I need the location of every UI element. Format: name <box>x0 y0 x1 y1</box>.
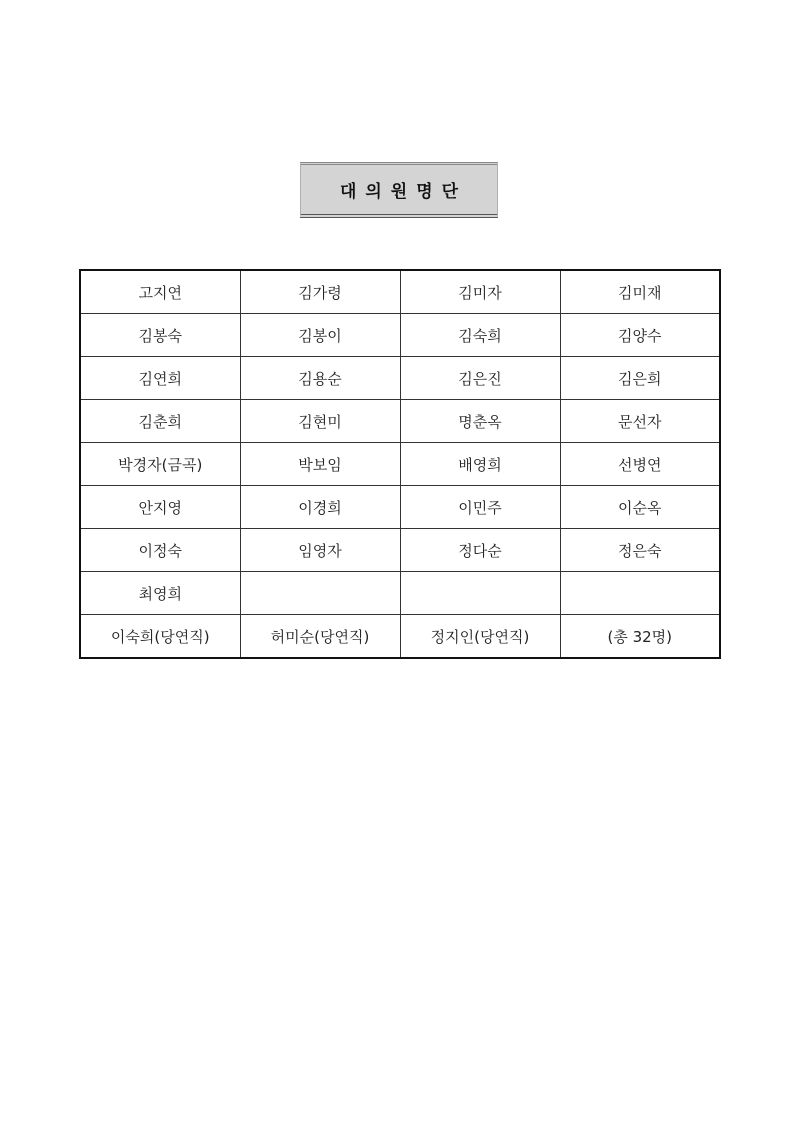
table-row <box>80 270 720 314</box>
delegate-name-cell: 김미재 <box>560 270 720 314</box>
delegate-name-cell: 정지인(당연직) <box>400 615 560 659</box>
delegate-name-cell: 이경희 <box>240 486 400 529</box>
delegate-name-cell: 김봉숙 <box>80 314 240 357</box>
delegate-name-cell: 김은진 <box>400 357 560 400</box>
table-row <box>80 314 720 357</box>
delegate-name-cell: 박보임 <box>240 443 400 486</box>
delegate-name-cell: 정다순 <box>400 529 560 572</box>
delegate-name-cell: 정은숙 <box>560 529 720 572</box>
delegate-name-cell: 임영자 <box>240 529 400 572</box>
delegate-name-cell: 김가령 <box>240 270 400 314</box>
table-row <box>80 572 720 615</box>
delegate-name-cell: 고지연 <box>80 270 240 314</box>
empty-cell <box>240 572 400 615</box>
delegate-name-cell: 허미순(당연직) <box>240 615 400 659</box>
table-row <box>80 443 720 486</box>
table-row <box>80 486 720 529</box>
delegate-name-cell: 박경자(금곡) <box>80 443 240 486</box>
delegate-name-cell: 김숙희 <box>400 314 560 357</box>
page-title: 대의원명단 <box>339 182 468 202</box>
delegate-name-cell: (총 32명) <box>560 615 720 659</box>
delegate-name-cell: 김양수 <box>560 314 720 357</box>
delegate-name-cell: 문선자 <box>560 400 720 443</box>
delegate-name-cell: 선병연 <box>560 443 720 486</box>
delegate-name-cell: 이민주 <box>400 486 560 529</box>
roster-body <box>80 270 720 658</box>
delegate-name-cell: 김용순 <box>240 357 400 400</box>
delegate-name-cell: 김미자 <box>400 270 560 314</box>
delegate-name-cell: 이순옥 <box>560 486 720 529</box>
table-row <box>80 400 720 443</box>
table-row <box>80 615 720 659</box>
delegate-name-cell: 배영희 <box>400 443 560 486</box>
delegate-name-cell: 최영희 <box>80 572 240 615</box>
delegate-name-cell: 이숙희(당연직) <box>80 615 240 659</box>
delegate-name-cell: 이정숙 <box>80 529 240 572</box>
empty-cell <box>560 572 720 615</box>
delegate-name-cell: 안지영 <box>80 486 240 529</box>
title-box <box>300 162 498 218</box>
delegate-name-cell: 김봉이 <box>240 314 400 357</box>
delegate-name-cell: 김현미 <box>240 400 400 443</box>
table-row <box>80 529 720 572</box>
delegate-name-cell: 김연희 <box>80 357 240 400</box>
empty-cell <box>400 572 560 615</box>
delegate-name-cell: 김은희 <box>560 357 720 400</box>
delegate-name-cell: 명춘옥 <box>400 400 560 443</box>
delegate-roster-table <box>79 269 721 659</box>
table-row <box>80 357 720 400</box>
delegate-name-cell: 김춘희 <box>80 400 240 443</box>
